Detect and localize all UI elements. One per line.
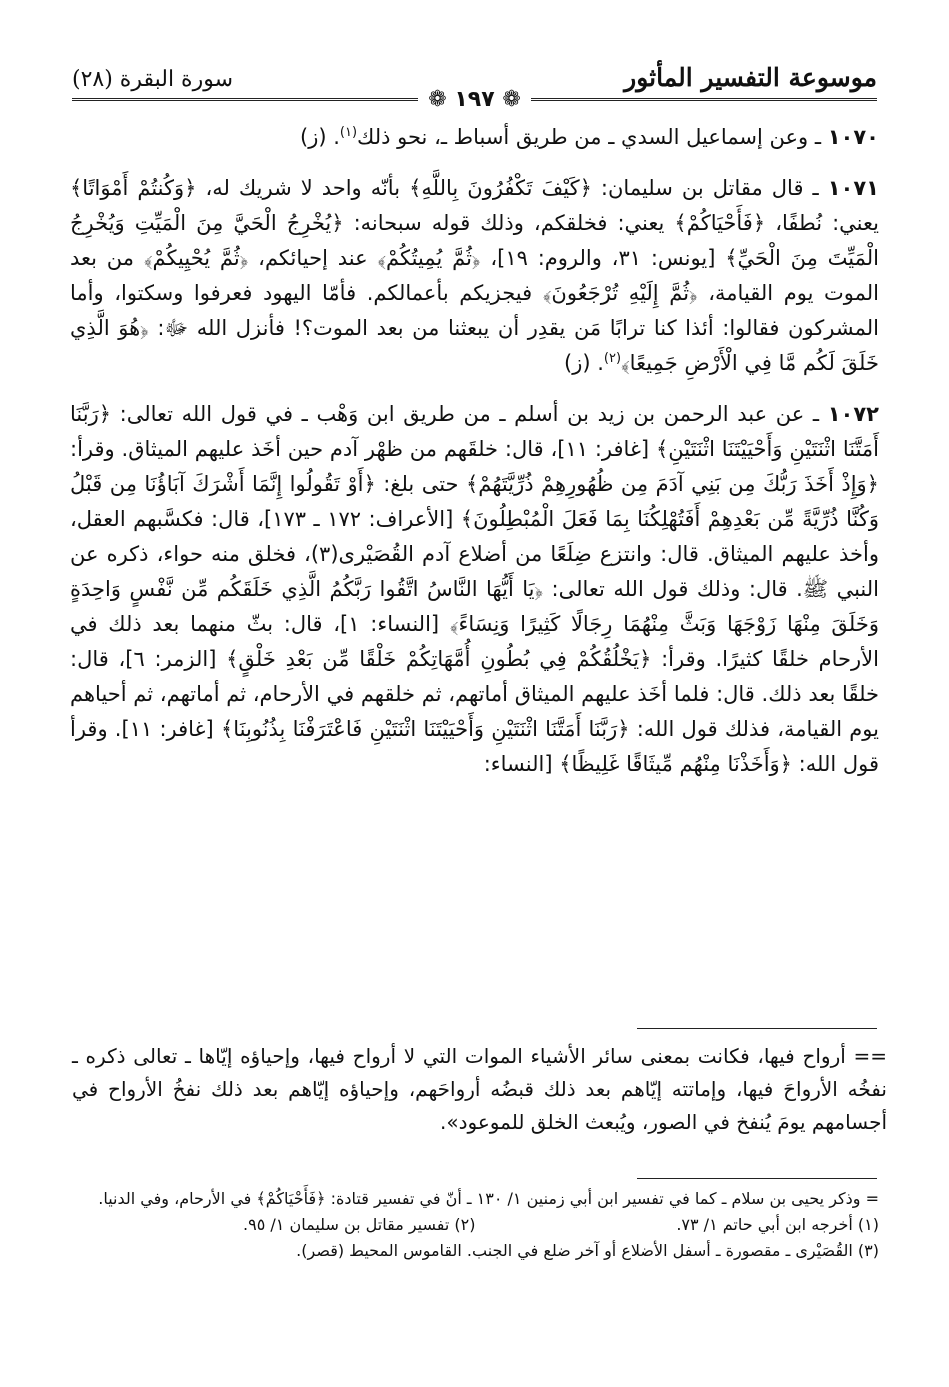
- book-title: موسوعة التفسير المأثور: [624, 63, 877, 92]
- header-rule: [72, 88, 877, 110]
- narration-text: وعن إسماعيل السدي ـ من طريق أسباط ـ، نحو ذلك: [357, 125, 809, 149]
- narration-number: ١٠٧٢: [827, 402, 879, 426]
- footnote-separator: [637, 1028, 877, 1029]
- narration-text: قال مقاتل بن سليمان: ﴿كَيْفَ تَكْفُرُونَ بِاللَّهِ﴾ بأنّه واحد لا شريك له، ﴿وَكُنتُمْ أَمْوَاتًا﴾ يعني: نُطفًا، ﴿فَأَحْيَاكُمْ﴾ يعني: فخلقكم، وذلك قوله سبحانه: ﴿يُخْرِجُ الْحَيَّ مِنَ الْمَيِّتِ وَيُخْرِجُ الْمَيِّتَ مِنَ الْحَيِّ﴾ [يونس: ٣١، والروم: ١٩]، ﴿ثُمَّ يُمِيتُكُمْ﴾ عند إحيائكم، ﴿ثُمَّ يُحْيِيكُمْ﴾ من بعد الموت يوم القيامة، ﴿ثُمَّ إِلَيْهِ تُرْجَعُونَ﴾ فيجزيكم بأعمالكم. فأمّا اليهود فعرفوا وسكتوا، وأما المشركون فقالوا: أئذا كنا ترابًا مَن يقدِر أن يبعثنا من بعد الموت؟! فأنزل الله ﷻ: ﴿هُوَ الَّذِي خَلَقَ لَكُم مَّا فِي الْأَرْضِ جَمِيعًا﴾: [70, 176, 879, 375]
- footnote-1: (١) أخرجه ابن أبي حاتم ١/ ٧٣.: [676, 1215, 879, 1234]
- footnote-ref: (٢): [603, 351, 622, 366]
- narration-number: ١٠٧٠: [827, 125, 879, 149]
- narration-1071: ١٠٧١ ـ قال مقاتل بن سليمان: ﴿كَيْفَ تَكْفُرُونَ بِاللَّهِ﴾ بأنّه واحد لا شريك له، ﴿وَكُنتُمْ أَمْوَاتًا﴾ يعني: نُطفًا، ﴿فَأَحْيَاكُمْ﴾ يعني: فخلقكم، وذلك قوله سبحانه: ﴿يُخْرِجُ الْحَيَّ مِنَ الْمَيِّتِ وَيُخْرِجُ الْمَيِّتَ مِنَ الْحَيِّ﴾ [يونس: ٣١، والروم: ١٩]، ﴿ثُمَّ يُمِيتُكُمْ﴾ عند إحيائكم، ﴿ثُمَّ يُحْيِيكُمْ﴾ من بعد الموت يوم القيامة، ﴿ثُمَّ إِلَيْهِ تُرْجَعُونَ﴾ فيجزيكم بأعمالكم. فأمّا اليهود فعرفوا وسكتوا، وأما المشركون فقالوا: أئذا كنا ترابًا مَن يقدِر أن يبعثنا من بعد الموت؟! فأنزل الله ﷻ: ﴿هُوَ الَّذِي خَلَقَ لَكُم مَّا فِي الْأَرْضِ جَمِيعًا﴾$^{(٢)}$. (ز): [70, 176, 879, 375]
- narration-1070: ١٠٧٠ ـ وعن إسماعيل السدي ـ من طريق أسباط ـ، نحو ذلك$^{(١)}$. (ز): [300, 125, 879, 149]
- narration-number: ١٠٧١: [827, 176, 879, 200]
- continued-footnote: == أرواح فيها، فكانت بمعنى سائر الأشياء الموات التي لا أرواح فيها، وإحياؤه إيّاها ـ تعالى ذكره ـ نفخُه الأرواحَ فيها، وإماتته إيّاهم بعد ذلك قبضُه أرواحَهم، وإحياؤه إيّاهم بعد ذلك نفخُ الأرواح في أجسامهم يومَ يُنفخ في الصور، ويُبعث الخلق للموعود».: [72, 1044, 887, 1134]
- page-number: ❁ ١٩٧ ❁: [428, 86, 521, 112]
- surah-label: سورة البقرة (٢٨): [72, 67, 234, 92]
- footnote-separator: [637, 1178, 877, 1179]
- footnote-carry: = وذكر يحيى بن سلام ـ كما في تفسير ابن أبي زمنين ١/ ١٣٠ ـ أنّ في تفسير قتادة: ﴿فَأَحْيَاكُمْ﴾ في الأرحام، وفي الدنيا.: [98, 1189, 879, 1208]
- narration-1072: ١٠٧٢ ـ عن عبد الرحمن بن زيد بن أسلم ـ من طريق ابن وَهْب ـ في قول الله تعالى: ﴿رَبَّنَا أَمَتَّنَا اثْنَتَيْنِ وَأَحْيَيْتَنَا اثْنَتَيْنِ﴾ [غافر: ١١]، قال: خلقَهم من ظهْر آدم حين أخَذ عليهم الميثاق. وقرأ: ﴿وَإِذْ أَخَذَ رَبُّكَ مِن بَنِي آدَمَ مِن ظُهُورِهِمْ ذُرِّيَّتَهُمْ﴾ حتى بلغ: ﴿أَوْ تَقُولُوا إِنَّمَا أَشْرَكَ آبَاؤُنَا مِن قَبْلُ وَكُنَّا ذُرِّيَّةً مِّن بَعْدِهِمْ أَفَتُهْلِكُنَا بِمَا فَعَلَ الْمُبْطِلُونَ﴾ [الأعراف: ١٧٢ ـ ١٧٣]، قال: فكسَّبهم العقل، وأخذ عليهم الميثاق. قال: وانتزع ضِلَعًا من أضلاع آدم القُصَيْرى(٣)، فخلق منه حواء، ذكره عن النبي ﷺ. قال: وذلك قول الله تعالى: ﴿يَا أَيُّهَا النَّاسُ اتَّقُوا رَبَّكُمُ الَّذِي خَلَقَكُم مِّن نَّفْسٍ وَاحِدَةٍ وَخَلَقَ مِنْهَا زَوْجَهَا وَبَثَّ مِنْهُمَا رِجَالًا كَثِيرًا وَنِسَاءً﴾ [النساء: ١]، قال: بثّ منهما بعد ذلك في الأرحام خلقًا كثيرًا. وقرأ: ﴿يَخْلُقُكُمْ فِي بُطُونِ أُمَّهَاتِكُمْ خَلْقًا مِّن بَعْدِ خَلْقٍ﴾ [الزمر: ٦]، قال: خلقًا بعد ذلك. قال: فلما أخَذ عليهم الميثاق أماتهم، ثم خلقهم في الأرحام، ثم أماتهم، ثم أحياهم يوم القيامة، فذلك قول الله: ﴿رَبَّنَا أَمَتَّنَا اثْنَتَيْنِ وَأَحْيَيْتَنَا اثْنَتَيْنِ فَاعْتَرَفْنَا بِذُنُوبِنَا﴾ [غافر: ١١]. وقرأ قول الله: ﴿وَأَخَذْنَا مِنْهُم مِّيثَاقًا غَلِيظًا﴾ [النساء:: [70, 402, 879, 776]
- footnote-2: (٢) تفسير مقاتل بن سليمان ١/ ٩٥.: [243, 1215, 476, 1234]
- footnote-3: (٣) القُصَيْرى ـ مقصورة ـ أسفل الأضلاع أو آخر ضلع في الجنب. القاموس المحيط (قصر).: [296, 1241, 879, 1260]
- narration-text: عن عبد الرحمن بن زيد بن أسلم ـ من طريق ابن وَهْب ـ في قول الله تعالى: ﴿رَبَّنَا أَمَتَّنَا اثْنَتَيْنِ وَأَحْيَيْتَنَا اثْنَتَيْنِ﴾ [غافر: ١١]، قال: خلقَهم من ظهْر آدم حين أخَذ عليهم الميثاق. وقرأ: ﴿وَإِذْ أَخَذَ رَبُّكَ مِن بَنِي آدَمَ مِن ظُهُورِهِمْ ذُرِّيَّتَهُمْ﴾ حتى بلغ: ﴿أَوْ تَقُولُوا إِنَّمَا أَشْرَكَ آبَاؤُنَا مِن قَبْلُ وَكُنَّا ذُرِّيَّةً مِّن بَعْدِهِمْ أَفَتُهْلِكُنَا بِمَا فَعَلَ الْمُبْطِلُونَ﴾ [الأعراف: ١٧٢ ـ ١٧٣]، قال: فكسَّبهم العقل، وأخذ عليهم الميثاق. قال: وانتزع ضِلَعًا من أضلاع آدم القُصَيْرى(٣)، فخلق منه حواء، ذكره عن النبي ﷺ. قال: وذلك قول الله تعالى: ﴿يَا أَيُّهَا النَّاسُ اتَّقُوا رَبَّكُمُ الَّذِي خَلَقَكُم مِّن نَّفْسٍ وَاحِدَةٍ وَخَلَقَ مِنْهَا زَوْجَهَا وَبَثَّ مِنْهُمَا رِجَالًا كَثِيرًا وَنِسَاءً﴾ [النساء: ١]، قال: بثّ منهما بعد ذلك في الأرحام خلقًا كثيرًا. وقرأ: ﴿يَخْلُقُكُمْ فِي بُطُونِ أُمَّهَاتِكُمْ خَلْقًا مِّن بَعْدِ خَلْقٍ﴾ [الزمر: ٦]، قال: خلقًا بعد ذلك. قال: فلما أخَذ عليهم الميثاق أماتهم، ثم خلقهم في الأرحام، ثم أماتهم، ثم أحياهم يوم القيامة، فذلك قول الله: ﴿رَبَّنَا أَمَتَّنَا اثْنَتَيْنِ وَأَحْيَيْتَنَا اثْنَتَيْنِ فَاعْتَرَفْنَا بِذُنُوبِنَا﴾ [غافر: ١١]. وقرأ قول الله: ﴿وَأَخَذْنَا مِنْهُم مِّيثَاقًا غَلِيظًا﴾ [النساء:: [70, 402, 879, 776]
- footnote-ref: (١): [339, 125, 358, 140]
- main-text: [70, 120, 879, 798]
- footnotes: [72, 1186, 879, 1264]
